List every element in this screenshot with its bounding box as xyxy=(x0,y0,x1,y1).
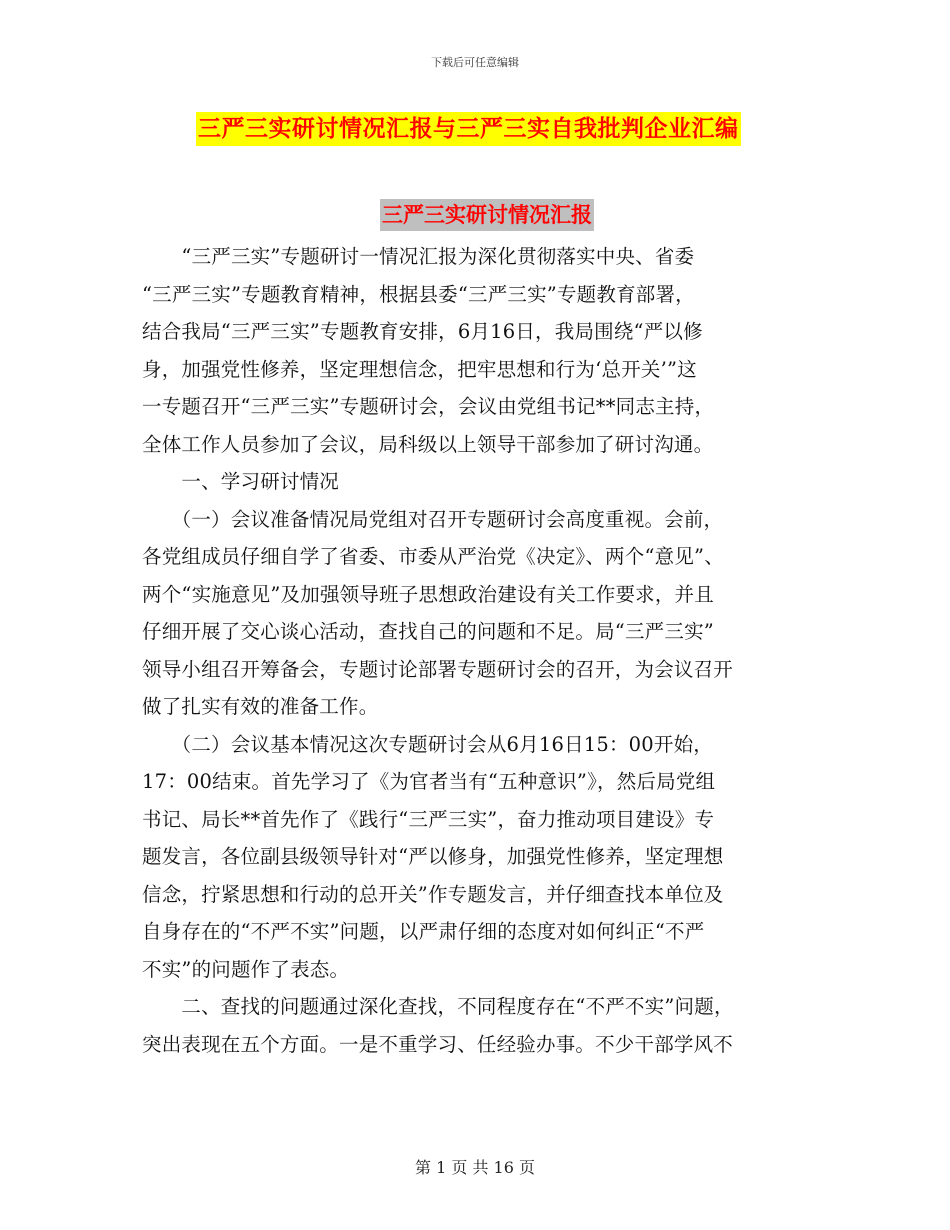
body-line: 两个“实施意见”及加强领导班子思想政治建设有关工作要求，并且 xyxy=(142,582,714,606)
body-line: 结合我局“三严三实”专题教育安排，6月16日，我局围绕“严以修 xyxy=(142,320,703,343)
body-line: 一、学习研讨情况 xyxy=(142,470,340,493)
body-line: 二、查找的问题通过深化查找，不同程度存在“不严不实”问题， xyxy=(142,995,734,1018)
body-line: 一专题召开“三严三实”专题研讨会，会议由党组书记**同志主持， xyxy=(142,395,715,418)
body-line: “三严三实”专题研讨一情况汇报为深化贯彻落实中央、省委 xyxy=(142,245,695,268)
section-title: 三严三实研讨情况汇报 xyxy=(380,199,594,231)
body-line: 领导小组召开筹备会，专题讨论部署专题研讨会的召开，为会议召开 xyxy=(142,657,734,681)
body-line: “三严三实”专题教育精神，根据县委“三严三实”专题教育部署， xyxy=(142,282,695,306)
body-line: 身，加强党性修养，坚定理想信念，把牢思想和行为‘总开关’”这 xyxy=(142,357,697,381)
header-note: 下载后可任意编辑 xyxy=(431,56,519,69)
body-line: 突出表现在五个方面。一是不重学习、任经验办事。不少干部学风不 xyxy=(142,1032,734,1056)
body-line: 17：00结束。首先学习了《为官者当有“五种意识”》，然后局党组 xyxy=(142,770,716,793)
body-line: 仔细开展了交心谈心活动，查找自己的问题和不足。局“三严三实” xyxy=(142,620,714,643)
body-line: 全体工作人员参加了会议，局科级以上领导干部参加了研讨沟通。 xyxy=(142,432,714,456)
document-title: 三严三实研讨情况汇报与三严三实自我批判企业汇编 xyxy=(196,112,741,146)
body-line: （一）会议准备情况局党组对召开专题研讨会高度重视。会前， xyxy=(142,507,724,531)
body-line: 不实”的问题作了表态。 xyxy=(142,957,350,981)
body-text xyxy=(142,238,812,1063)
body-line: 信念，拧紧思想和行动的总开关”作专题发言，并仔细查找本单位及 xyxy=(142,882,724,906)
page-footer: 第 1 页 共 16 页 xyxy=(415,1158,535,1177)
body-line: 题发言，各位副县级领导针对“严以修身，加强党性修养，坚定理想 xyxy=(142,845,724,868)
body-line: 自身存在的“不严不实”问题，以严肃仔细的态度对如何纠正“不严 xyxy=(142,920,705,943)
body-line: 书记、局长**首先作了《践行“三严三实”，奋力推动项目建设》专 xyxy=(142,807,715,831)
body-line: （二）会议基本情况这次专题研讨会从6月16日15：00开始， xyxy=(142,732,713,756)
body-line: 做了扎实有效的准备工作。 xyxy=(142,695,379,718)
body-line: 各党组成员仔细自学了省委、市委从严治党《决定》、两个“意见”、 xyxy=(142,545,724,568)
